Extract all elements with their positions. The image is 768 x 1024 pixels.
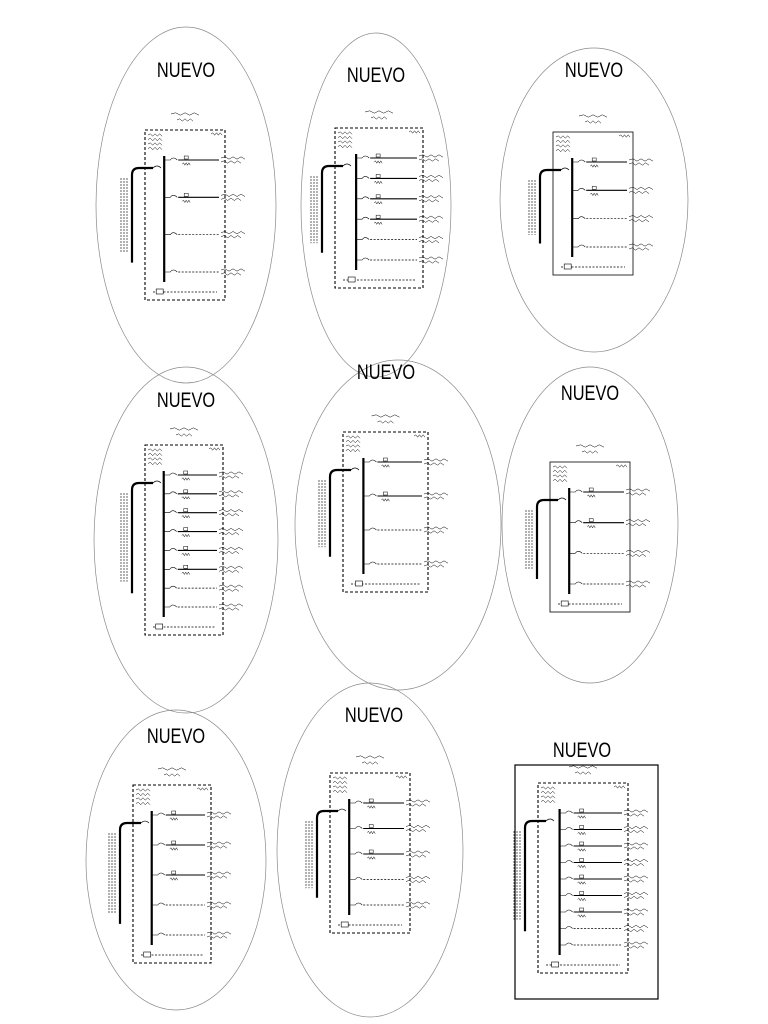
ground-terminal bbox=[348, 277, 355, 282]
ground-terminal bbox=[144, 952, 151, 957]
nuevo-label-3: NUEVO bbox=[564, 58, 624, 82]
nuevo-label-2: NUEVO bbox=[346, 63, 406, 87]
ground-terminal bbox=[156, 289, 163, 294]
ground-terminal bbox=[156, 624, 163, 629]
ground-terminal bbox=[564, 264, 571, 269]
nuevo-label-9: NUEVO bbox=[552, 738, 612, 762]
ground-terminal bbox=[355, 581, 362, 586]
ground-terminal bbox=[552, 962, 559, 967]
nuevo-label-7: NUEVO bbox=[146, 724, 206, 748]
nuevo-label-1: NUEVO bbox=[156, 58, 216, 82]
nuevo-label-5: NUEVO bbox=[356, 360, 416, 384]
nuevo-label-4: NUEVO bbox=[156, 388, 216, 412]
ground-terminal bbox=[341, 922, 348, 927]
nuevo-label-8: NUEVO bbox=[344, 703, 404, 727]
nuevo-label-6: NUEVO bbox=[560, 381, 620, 405]
ground-terminal bbox=[561, 601, 568, 606]
